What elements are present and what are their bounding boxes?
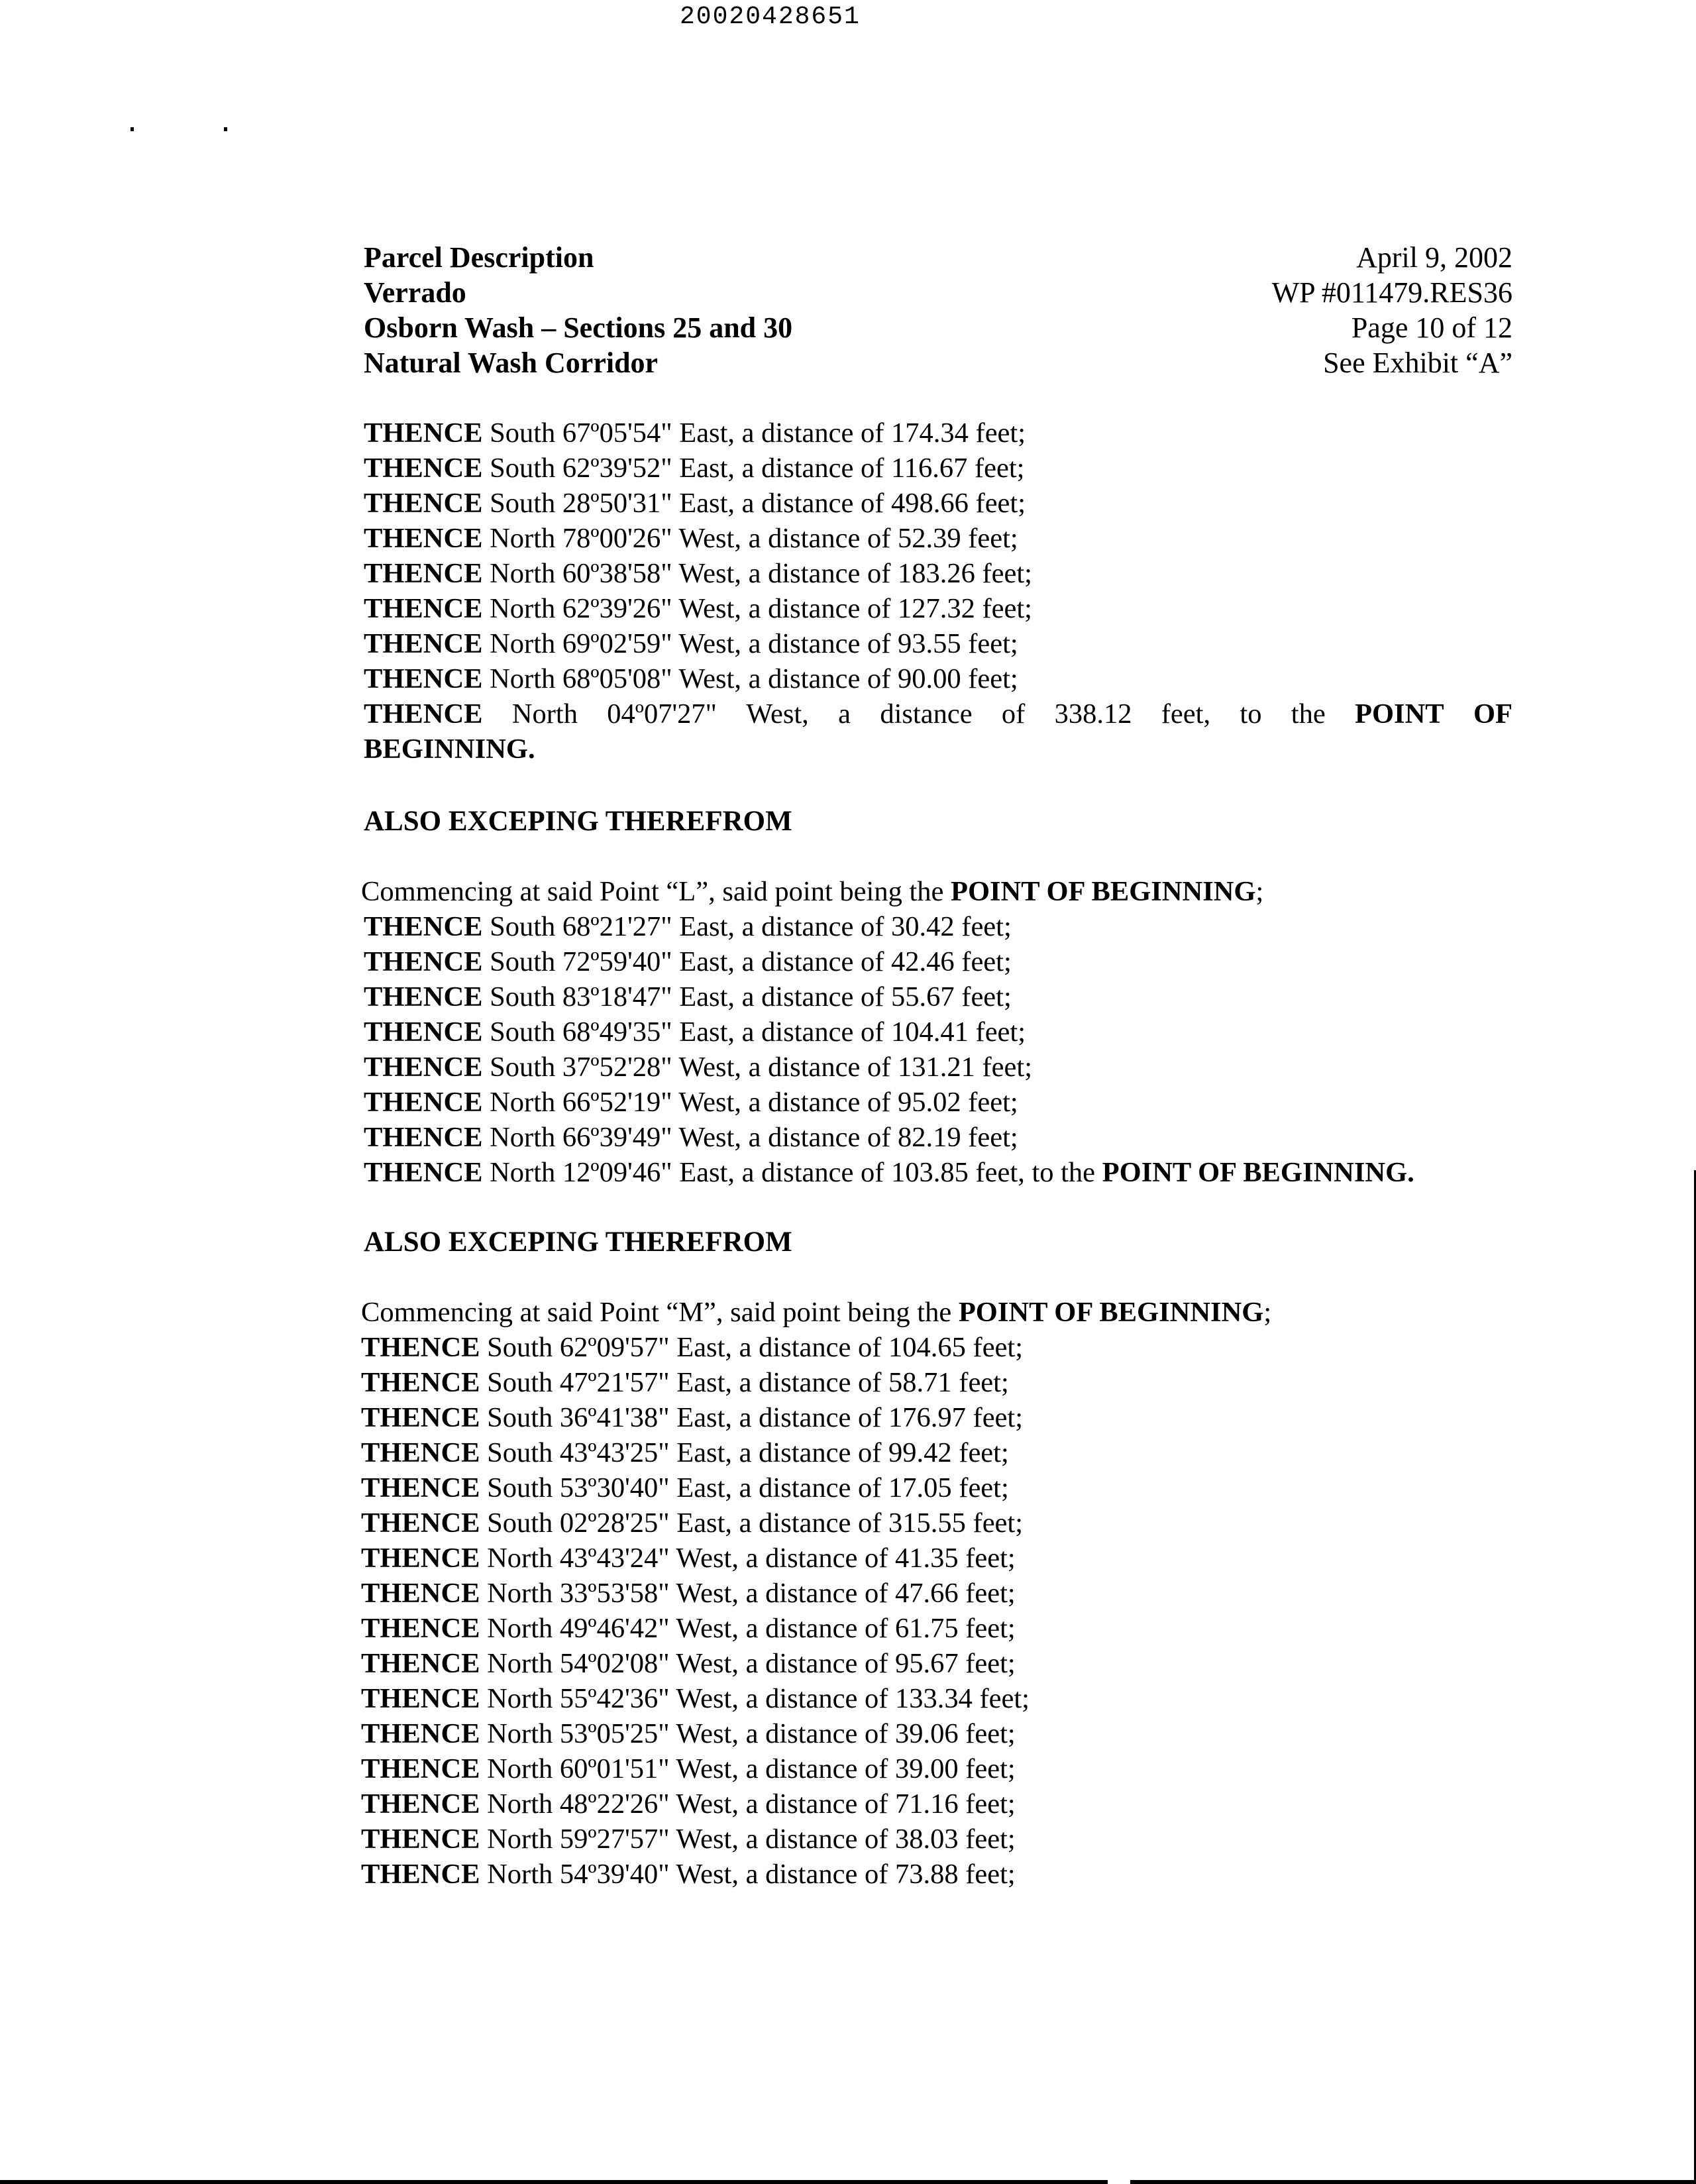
thence-keyword: THENCE xyxy=(364,417,483,449)
course-list-m xyxy=(361,1330,1510,1892)
course-line xyxy=(361,1330,1510,1365)
course-line xyxy=(361,1505,1510,1541)
word: distance xyxy=(880,698,973,730)
thence-keyword: THENCE xyxy=(361,1402,480,1433)
course-line xyxy=(361,1400,1510,1435)
thence-keyword: THENCE xyxy=(361,1718,480,1749)
thence-keyword: THENCE xyxy=(361,1859,480,1890)
header-right xyxy=(1272,240,1512,380)
thence-keyword: THENCE xyxy=(364,628,483,659)
thence-keyword: THENCE xyxy=(361,1578,480,1609)
intro-end: ; xyxy=(1263,1297,1272,1328)
course-line xyxy=(361,1576,1510,1611)
course-text: North 53º05'25" West, a distance of 39.06 feet; xyxy=(480,1718,1016,1749)
word: feet, xyxy=(1161,698,1211,730)
scan-mark xyxy=(131,127,134,131)
course-line-final xyxy=(364,1155,1512,1190)
thence-keyword: THENCE xyxy=(364,1157,483,1188)
intro-bold: POINT OF BEGINNING xyxy=(958,1297,1264,1328)
course-line xyxy=(364,415,1512,451)
thence-keyword: THENCE xyxy=(364,981,483,1012)
header-project: Verrado xyxy=(364,276,466,309)
course-text: North 60º01'51" West, a distance of 39.00 feet; xyxy=(480,1753,1016,1784)
point-of-beginning: POINT OF BEGINNING. xyxy=(1102,1157,1414,1188)
thence-keyword: THENCE xyxy=(364,946,483,977)
header-exhibit: See Exhibit “A” xyxy=(1323,347,1512,379)
word: West, xyxy=(746,698,809,730)
course-text: South 28º50'31" East, a distance of 498.66 feet; xyxy=(482,488,1026,519)
course-text: South 02º28'25" East, a distance of 315.55 feet; xyxy=(480,1507,1024,1539)
course-text: North 62º39'26" West, a distance of 127.32 feet; xyxy=(482,593,1032,624)
intro-text: Commencing at said Point “M”, said point being the xyxy=(361,1297,959,1328)
course-continuation: BEGINNING. xyxy=(364,734,535,765)
course-text: South 72º59'40" East, a distance of 42.46 feet; xyxy=(482,946,1012,977)
course-line xyxy=(364,1014,1512,1050)
header-page-number: Page 10 of 12 xyxy=(1351,311,1512,344)
course-text: North 78º00'26" West, a distance of 52.39 feet; xyxy=(482,523,1018,554)
course-line xyxy=(361,1611,1510,1646)
thence-keyword: THENCE xyxy=(361,1543,480,1574)
course-text: South 62º09'57" East, a distance of 104.65 feet; xyxy=(480,1332,1024,1363)
header-title: Parcel Description xyxy=(364,241,594,274)
course-text: North 59º27'57" West, a distance of 38.03 feet; xyxy=(480,1824,1016,1855)
thence-keyword: THENCE xyxy=(364,1122,483,1153)
thence-keyword: THENCE xyxy=(361,1507,480,1539)
course-text: North 66º39'49" West, a distance of 82.19 feet; xyxy=(482,1122,1018,1153)
thence-keyword: THENCE xyxy=(361,1613,480,1644)
header-corridor: Natural Wash Corridor xyxy=(364,347,659,379)
course-text: North 60º38'58" West, a distance of 183.26 feet; xyxy=(482,558,1032,589)
header-wp-number: WP #011479.RES36 xyxy=(1271,276,1512,309)
thence-keyword: THENCE xyxy=(361,1367,480,1398)
course-text: North 69º02'59" West, a distance of 93.55 feet; xyxy=(482,628,1018,659)
thence-keyword: THENCE xyxy=(361,1437,480,1468)
course-text: South 83º18'47" East, a distance of 55.67 feet; xyxy=(482,981,1012,1012)
course-line xyxy=(364,556,1512,591)
thence-keyword: THENCE xyxy=(364,911,483,942)
recording-number: 20020428651 xyxy=(680,3,861,31)
word: 338.12 xyxy=(1054,698,1132,730)
course-text: South 43º43'25" East, a distance of 99.42 feet; xyxy=(480,1437,1009,1468)
course-text: North 48º22'26" West, a distance of 71.16 feet; xyxy=(480,1788,1016,1820)
course-line xyxy=(364,979,1512,1014)
course-text: North 55º42'36" West, a distance of 133.34 feet; xyxy=(480,1683,1030,1714)
thence-keyword: THENCE xyxy=(361,1683,480,1714)
thence-keyword: THENCE xyxy=(364,663,483,694)
thence-keyword: THENCE xyxy=(364,1016,483,1048)
thence-keyword: THENCE xyxy=(364,1052,483,1083)
thence-keyword: THENCE xyxy=(361,1753,480,1784)
course-line xyxy=(364,451,1512,486)
course-list-l xyxy=(364,909,1512,1190)
course-line xyxy=(364,521,1512,556)
course-text: North 12º09'46" East, a distance of 103.85 feet, to the xyxy=(482,1157,1102,1188)
course-text: North 43º43'24" West, a distance of 41.35 feet; xyxy=(480,1543,1016,1574)
course-text: North 54º39'40" West, a distance of 73.88 feet; xyxy=(480,1859,1016,1890)
course-line xyxy=(361,1646,1510,1681)
course-line xyxy=(364,909,1512,944)
scan-mark xyxy=(224,127,227,131)
course-text: South 36º41'38" East, a distance of 176.97 feet; xyxy=(480,1402,1024,1433)
header-date: April 9, 2002 xyxy=(1356,241,1512,274)
thence-keyword: THENCE xyxy=(364,558,483,589)
course-line xyxy=(361,1365,1510,1400)
course-text: South 37º52'28" West, a distance of 131.21 feet; xyxy=(482,1052,1033,1083)
course-line xyxy=(361,1681,1510,1716)
point-l-intro xyxy=(361,874,1263,909)
course-line xyxy=(361,1470,1510,1505)
course-line xyxy=(361,1822,1510,1857)
word: 04º07'27" xyxy=(607,698,717,730)
thence-keyword: THENCE xyxy=(361,1648,480,1679)
course-line xyxy=(364,1120,1512,1155)
word: North xyxy=(511,698,578,730)
header-sections: Osborn Wash – Sections 25 and 30 xyxy=(364,311,793,344)
intro-bold: POINT OF BEGINNING xyxy=(951,876,1256,907)
thence-keyword: THENCE xyxy=(364,453,483,484)
course-line xyxy=(364,661,1512,696)
course-line xyxy=(361,1716,1510,1751)
scan-bottom-border xyxy=(0,2180,1696,2184)
scan-border-gap xyxy=(1108,2180,1130,2184)
course-text: North 49º46'42" West, a distance of 61.75 feet; xyxy=(480,1613,1016,1644)
course-line xyxy=(364,626,1512,661)
word: of xyxy=(1001,698,1026,730)
word: to xyxy=(1240,698,1262,730)
course-text: North 54º02'08" West, a distance of 95.67 feet; xyxy=(480,1648,1016,1679)
course-text: South 67º05'54" East, a distance of 174.34 feet; xyxy=(482,417,1026,449)
course-text: North 33º53'58" West, a distance of 47.66 feet; xyxy=(480,1578,1016,1609)
course-line xyxy=(361,1541,1510,1576)
course-line-justified xyxy=(364,696,1512,732)
thence-keyword: THENCE xyxy=(364,1087,483,1118)
word: the xyxy=(1291,698,1326,730)
course-line xyxy=(364,1085,1512,1120)
course-text: North 66º52'19" West, a distance of 95.02 feet; xyxy=(482,1087,1018,1118)
exception-heading-1: ALSO EXCEPING THEREFROM xyxy=(364,806,792,837)
course-line xyxy=(364,486,1512,521)
point-m-intro xyxy=(361,1295,1271,1330)
exception-heading-2: ALSO EXCEPING THEREFROM xyxy=(364,1227,792,1258)
course-text: South 62º39'52" East, a distance of 116.67 feet; xyxy=(482,453,1025,484)
course-list-1 xyxy=(364,415,1512,767)
course-text: North 68º05'08" West, a distance of 90.00 feet; xyxy=(482,663,1018,694)
thence-keyword: THENCE xyxy=(364,593,483,624)
course-text: South 53º30'40" East, a distance of 17.05 feet; xyxy=(480,1472,1009,1503)
course-line xyxy=(361,1786,1510,1822)
thence-keyword: THENCE xyxy=(361,1788,480,1820)
thence-keyword: THENCE xyxy=(364,523,483,554)
course-line xyxy=(364,944,1512,979)
thence-keyword: THENCE xyxy=(361,1824,480,1855)
thence-keyword: THENCE xyxy=(361,1332,480,1363)
thence-keyword: THENCE xyxy=(364,488,483,519)
thence-keyword: THENCE xyxy=(361,1472,480,1503)
course-line xyxy=(361,1435,1510,1470)
course-line xyxy=(361,1857,1510,1892)
word-bold: POINT xyxy=(1355,698,1444,730)
course-line xyxy=(364,591,1512,626)
word: a xyxy=(838,698,851,730)
thence-keyword: THENCE xyxy=(364,698,483,730)
course-line xyxy=(361,1751,1510,1786)
header-left xyxy=(364,240,792,380)
intro-text: Commencing at said Point “L”, said point being the xyxy=(361,876,951,907)
course-text: South 68º49'35" East, a distance of 104.41 feet; xyxy=(482,1016,1026,1048)
word-bold: OF xyxy=(1473,698,1512,730)
intro-end: ; xyxy=(1255,876,1264,907)
course-line xyxy=(364,1050,1512,1085)
course-text: South 47º21'57" East, a distance of 58.71 feet; xyxy=(480,1367,1009,1398)
course-text: South 68º21'27" East, a distance of 30.42 feet; xyxy=(482,911,1012,942)
